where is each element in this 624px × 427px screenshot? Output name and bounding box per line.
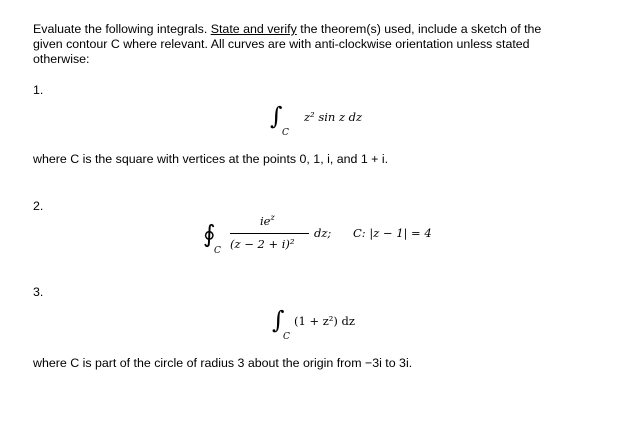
integrand: (1 + z²) dz	[294, 314, 355, 328]
problem-1-number: 1.	[33, 83, 44, 97]
differential: dz;	[314, 226, 332, 240]
state-verify-emphasis: State and verify	[210, 22, 297, 36]
problem-3-number: 3.	[33, 285, 44, 299]
problem-2-integral	[203, 212, 463, 260]
instructions-line-3: otherwise:	[33, 52, 90, 66]
instructions-line-1	[33, 22, 593, 37]
integrand: z² sin z dz	[304, 110, 363, 124]
problem-2-number: 2.	[33, 199, 44, 213]
integral-sign: ∫	[270, 102, 283, 130]
problem-3-note: where C is part of the circle of radius 3 about the origin from −3i to 3i.	[33, 356, 413, 370]
fraction-numerator	[260, 213, 275, 228]
problem-1-note: where C is the square with vertices at the points 0, 1, i, and 1 + i.	[33, 152, 389, 166]
contour-integral-sign: ∮	[203, 220, 216, 248]
contour-subscript: C	[214, 246, 221, 256]
instructions-line-2: given contour C where relevant. All curves are with anti-clockwise orientation unless stated	[33, 37, 530, 51]
contour-condition: C: |z − 1| = 4	[353, 226, 432, 240]
integral-sign: ∫	[272, 306, 285, 334]
contour-subscript: C	[283, 332, 290, 342]
instructions-text: the theorem(s) used, include a sketch of the	[296, 22, 542, 36]
numerator-exponent: z	[270, 213, 275, 222]
instructions	[33, 22, 593, 67]
fraction-bar	[230, 233, 309, 234]
contour-subscript: C	[282, 128, 289, 138]
instructions-text: Evaluate the following integrals.	[33, 22, 211, 36]
fraction-denominator: (z − 2 + i)²	[230, 237, 295, 251]
numerator-base: ie	[260, 213, 271, 228]
